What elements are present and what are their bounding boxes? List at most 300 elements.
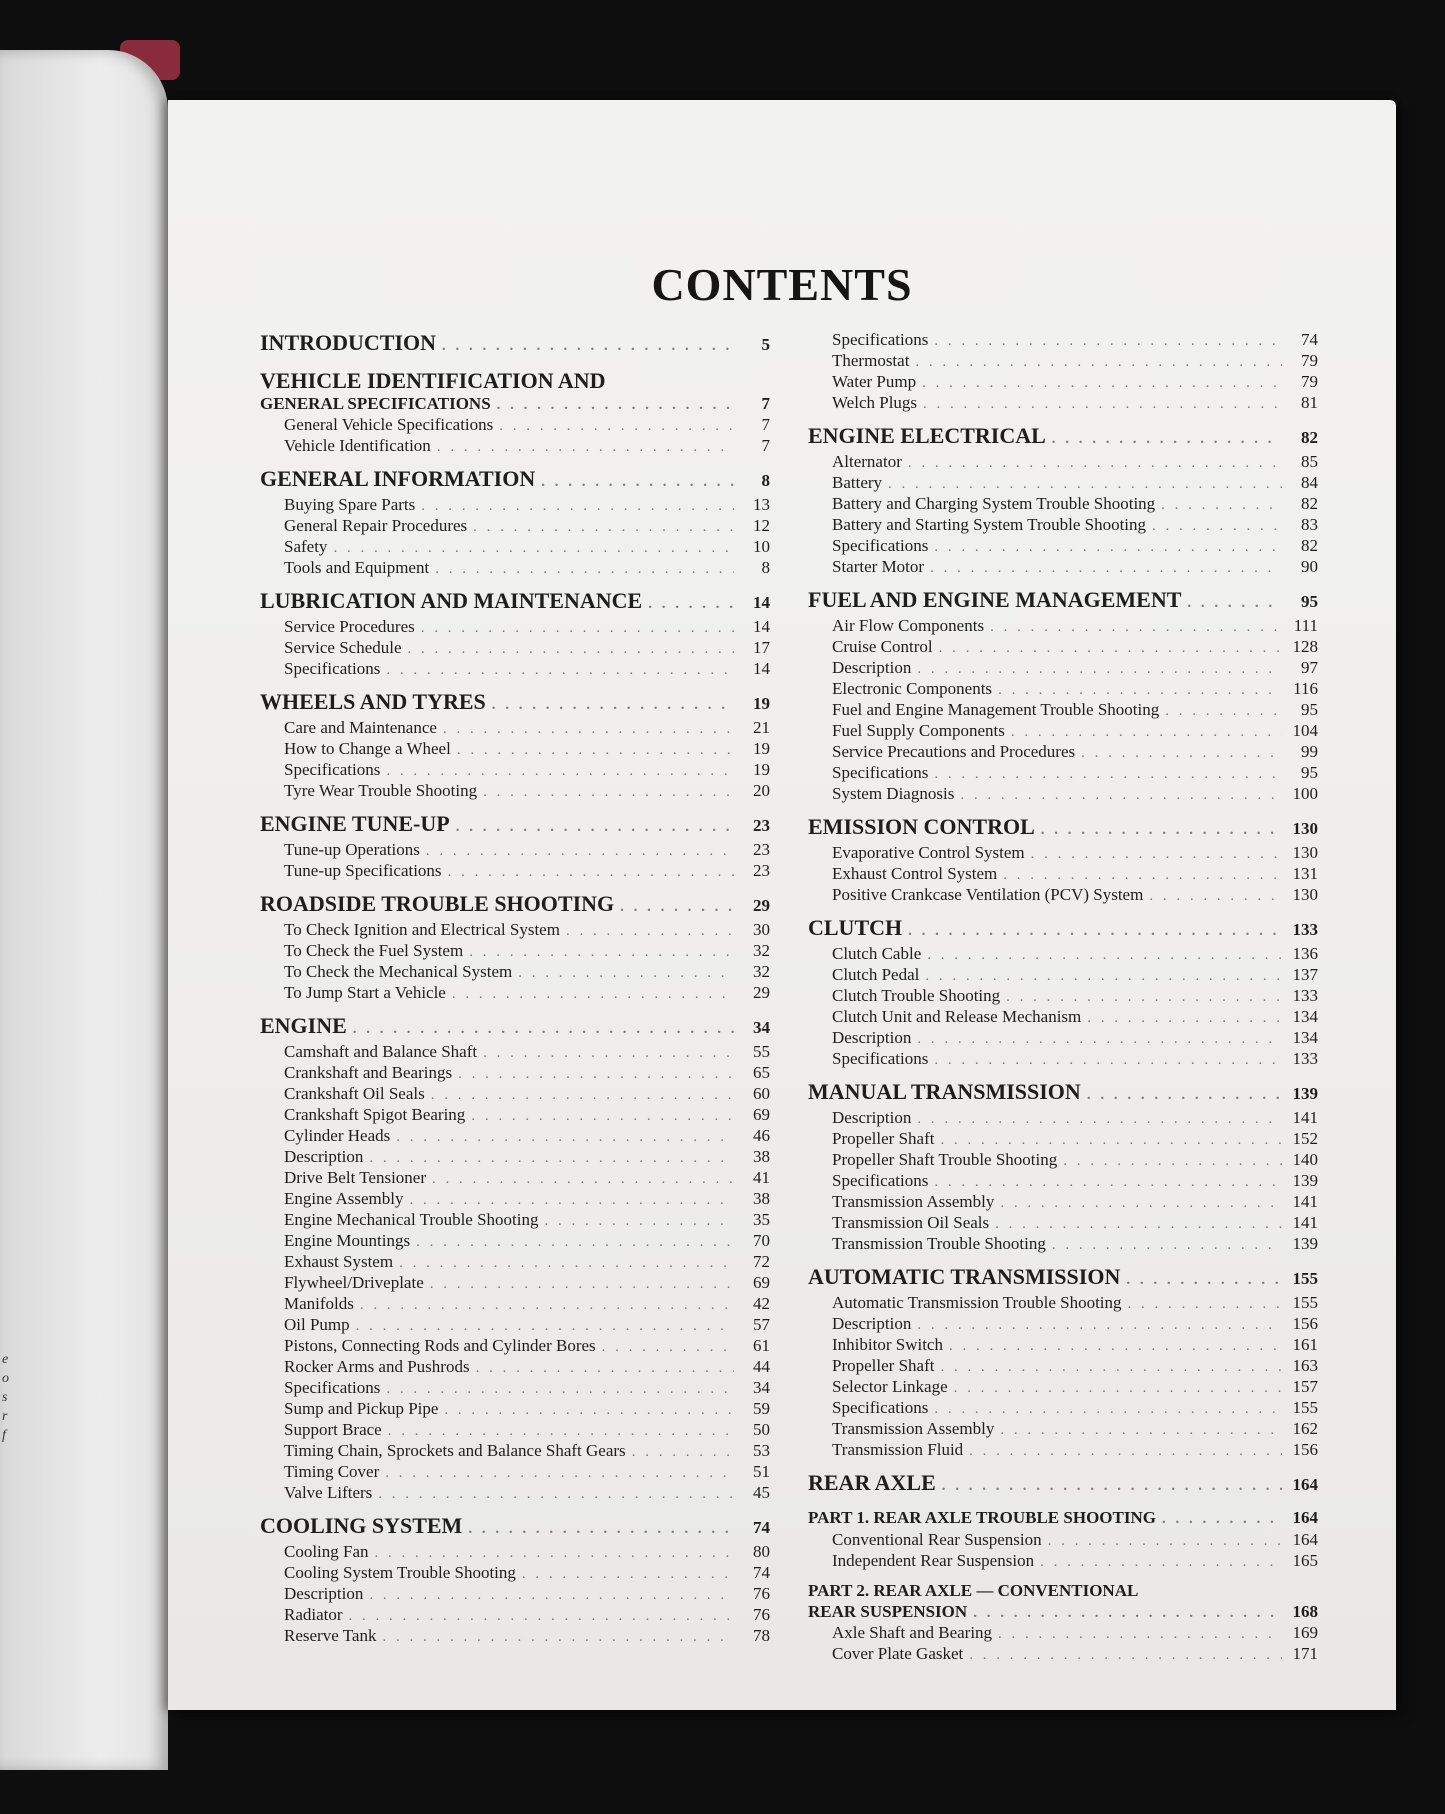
toc-entry-label: Safety: [284, 537, 328, 556]
dot-leader: [969, 1441, 1282, 1461]
dot-leader: [1063, 1151, 1282, 1171]
toc-section-heading: [260, 811, 770, 840]
toc-entry: [808, 986, 1318, 1007]
toc-page-number: 136: [1292, 944, 1318, 963]
toc-entry: [808, 1551, 1318, 1572]
toc-entry: [260, 962, 770, 983]
toc-section-heading: [260, 1513, 770, 1542]
dot-leader: [483, 1043, 734, 1063]
toc-entry: [260, 1168, 770, 1189]
dot-leader: [1087, 1082, 1282, 1108]
toc-page-number: 130: [1292, 819, 1318, 838]
toc-page-number: 65: [753, 1063, 770, 1082]
toc-entry: [260, 1273, 770, 1294]
toc-page-number: 163: [1292, 1356, 1318, 1375]
toc-page-number: 70: [753, 1231, 770, 1250]
toc-entry-label: Engine Mountings: [284, 1231, 411, 1250]
dot-leader: [888, 474, 1282, 494]
toc-page-number: 7: [761, 394, 770, 413]
toc-section-heading: [808, 915, 1318, 944]
toc-page-number: 12: [753, 516, 770, 535]
toc-page-number: 20: [753, 781, 770, 800]
dot-leader: [973, 1603, 1282, 1623]
dot-leader: [452, 984, 734, 1004]
toc-entry-label: Propeller Shaft: [832, 1129, 935, 1148]
toc-entry-label: Propeller Shaft: [832, 1356, 935, 1375]
toc-entry: [808, 885, 1318, 906]
toc-entry: [808, 1028, 1318, 1049]
dot-leader: [917, 1029, 1282, 1049]
dot-leader: [382, 1627, 734, 1647]
toc-page-number: 133: [1292, 920, 1318, 939]
toc-entry-label: GENERAL SPECIFICATIONS: [260, 394, 491, 413]
dot-leader: [409, 1190, 734, 1210]
toc-section-heading: [808, 423, 1318, 452]
toc-section-heading: [260, 1013, 770, 1042]
toc-entry-label: System Diagnosis: [832, 784, 955, 803]
toc-entry: [808, 372, 1318, 393]
dot-leader: [1126, 1267, 1282, 1293]
toc-entry-label: Engine Mechanical Trouble Shooting: [284, 1210, 539, 1229]
toc-entry-label: Conventional Rear Suspension: [832, 1530, 1042, 1549]
toc-entry: [808, 1314, 1318, 1335]
toc-entry: [808, 1623, 1318, 1644]
toc-entry-label: REAR SUSPENSION: [808, 1602, 968, 1621]
dot-leader: [1048, 1531, 1282, 1551]
toc-entry: [808, 1007, 1318, 1028]
toc-page-number: 29: [753, 896, 770, 915]
toc-entry-label: Rocker Arms and Pushrods: [284, 1357, 470, 1376]
book-cover-edge: [120, 40, 180, 80]
toc-page-number: 8: [761, 471, 770, 490]
toc-entry-label: INTRODUCTION: [260, 330, 437, 355]
dot-leader: [497, 395, 734, 415]
toc-entry-label: Fuel and Engine Management Trouble Shooting: [832, 700, 1160, 719]
toc-entry-label: FUEL AND ENGINE MANAGEMENT: [808, 587, 1182, 612]
toc-page-number: 137: [1292, 965, 1318, 984]
toc-entry-label: Manifolds: [284, 1294, 354, 1313]
toc-entry-label: Cylinder Heads: [284, 1126, 391, 1145]
dot-leader: [940, 1130, 1282, 1150]
toc-entry-label: Welch Plugs: [832, 393, 918, 412]
toc-entry: [808, 721, 1318, 742]
toc-entry: [260, 1420, 770, 1441]
toc-page-number: 7: [761, 415, 770, 434]
toc-page-number: 46: [753, 1126, 770, 1145]
toc-entry: [260, 1210, 770, 1231]
toc-page-number: 42: [753, 1294, 770, 1313]
dot-leader: [940, 1357, 1282, 1377]
toc-page-number: 95: [1301, 763, 1318, 782]
toc-entry-label: Specifications: [284, 659, 381, 678]
dot-leader: [1052, 426, 1282, 452]
dot-leader: [430, 1274, 734, 1294]
toc-entry-label: Cooling Fan: [284, 1542, 369, 1561]
toc-page-number: 169: [1292, 1623, 1318, 1642]
dot-leader: [969, 1645, 1282, 1665]
toc-page-number: 152: [1292, 1129, 1318, 1148]
dot-leader: [386, 1379, 734, 1399]
toc-entry-label: Tyre Wear Trouble Shooting: [284, 781, 478, 800]
toc-entry: [260, 941, 770, 962]
toc-entry-label: Service Schedule: [284, 638, 402, 657]
dot-leader: [915, 352, 1282, 372]
toc-page-number: 130: [1292, 843, 1318, 862]
toc-entry-label: Transmission Assembly: [832, 1419, 995, 1438]
dot-leader: [518, 963, 734, 983]
toc-page-number: 79: [1301, 351, 1318, 370]
toc-section-heading: [808, 1079, 1318, 1108]
toc-entry-label: To Check Ignition and Electrical System: [284, 920, 560, 939]
toc-entry-label: Oil Pump: [284, 1315, 350, 1334]
toc-entry: [260, 1126, 770, 1147]
toc-entry: [808, 1377, 1318, 1398]
toc-entry-label: GENERAL INFORMATION: [260, 466, 536, 491]
dot-leader: [917, 1315, 1282, 1335]
toc-entry: [808, 1293, 1318, 1314]
toc-page-number: 81: [1301, 393, 1318, 412]
toc-entry: [808, 1530, 1318, 1551]
toc-entry-label: Axle Shaft and Bearing: [832, 1623, 993, 1642]
toc-section-heading: [260, 330, 770, 359]
toc-entry: [260, 558, 770, 579]
dot-leader: [1087, 1008, 1282, 1028]
toc-entry-label: Specifications: [832, 1398, 929, 1417]
dot-leader: [421, 496, 734, 516]
toc-page-number: 45: [753, 1483, 770, 1502]
toc-entry: [808, 1419, 1318, 1440]
toc-entry-label: Specifications: [832, 536, 929, 555]
dot-leader: [492, 692, 734, 718]
toc-entry: [808, 1129, 1318, 1150]
toc-entry: [808, 658, 1318, 679]
toc-page-number: 90: [1301, 557, 1318, 576]
toc-page-number: 164: [1292, 1475, 1318, 1494]
toc-page-number: 34: [753, 1378, 770, 1397]
toc-page-number: 72: [753, 1252, 770, 1271]
page-title: CONTENTS: [651, 259, 913, 310]
toc-section-heading: [808, 1264, 1318, 1293]
dot-leader: [386, 761, 734, 781]
toc-entry-label: ENGINE ELECTRICAL: [808, 423, 1046, 448]
toc-entry-label: Engine Assembly: [284, 1189, 404, 1208]
toc-page-number: 44: [753, 1357, 770, 1376]
toc-entry: [808, 1398, 1318, 1419]
toc-entry: [260, 983, 770, 1004]
toc-entry: [808, 1234, 1318, 1255]
toc-page-number: 74: [1301, 330, 1318, 349]
toc-section-heading: [808, 1602, 1318, 1623]
toc-page-number: 97: [1301, 658, 1318, 677]
dot-leader: [426, 841, 734, 861]
toc-entry: [808, 452, 1318, 473]
toc-entry: [808, 637, 1318, 658]
toc-entry: [260, 1605, 770, 1626]
dot-leader: [443, 719, 734, 739]
toc-entry: [808, 473, 1318, 494]
toc-page-number: 23: [753, 861, 770, 880]
toc-section-heading: [808, 1507, 1318, 1530]
toc-page-number: 30: [753, 920, 770, 939]
toc-entry: [260, 1147, 770, 1168]
dot-leader: [917, 1109, 1282, 1129]
toc-page-number: 19: [753, 760, 770, 779]
toc-entry-label: Timing Cover: [284, 1462, 380, 1481]
dot-leader: [1165, 701, 1282, 721]
toc-entry: [808, 515, 1318, 536]
contents-column-left: [260, 330, 770, 1647]
toc-entry: [808, 330, 1318, 351]
dot-leader: [469, 942, 734, 962]
toc-page-number: 82: [1301, 428, 1318, 447]
toc-entry: [260, 659, 770, 680]
toc-page-number: 14: [753, 659, 770, 678]
toc-entry-label: EMISSION CONTROL: [808, 814, 1035, 839]
toc-entry-label: Exhaust Control System: [832, 864, 998, 883]
dot-leader: [922, 373, 1282, 393]
toc-entry: [260, 1189, 770, 1210]
dot-leader: [386, 660, 734, 680]
toc-entry-label: Tools and Equipment: [284, 558, 430, 577]
toc-entry: [808, 1150, 1318, 1171]
toc-entry: [260, 415, 770, 436]
toc-page-number: 23: [753, 816, 770, 835]
toc-entry: [808, 1192, 1318, 1213]
toc-page-number: 164: [1292, 1508, 1318, 1527]
toc-page-number: 82: [1301, 536, 1318, 555]
toc-section-heading: [260, 368, 770, 394]
dot-leader: [990, 617, 1282, 637]
dot-leader: [934, 331, 1282, 351]
toc-entry-label: LUBRICATION AND MAINTENANCE: [260, 588, 643, 613]
dot-leader: [473, 517, 734, 537]
toc-entry-label: Service Procedures: [284, 617, 415, 636]
toc-entry-label: Specifications: [832, 1171, 929, 1190]
toc-page-number: 69: [753, 1105, 770, 1124]
toc-page-number: 100: [1292, 784, 1318, 803]
toc-entry-label: PART 1. REAR AXLE TROUBLE SHOOTING: [808, 1508, 1156, 1527]
toc-page-number: 38: [753, 1189, 770, 1208]
toc-entry-label: Service Precautions and Procedures: [832, 742, 1076, 761]
dot-leader: [1128, 1294, 1282, 1314]
toc-page-number: 19: [753, 694, 770, 713]
toc-page-number: 14: [753, 593, 770, 612]
dot-leader: [1187, 590, 1282, 616]
toc-entry-label: Timing Chain, Sprockets and Balance Shaft Gears: [284, 1441, 626, 1460]
toc-entry: [260, 1441, 770, 1462]
toc-entry: [260, 1462, 770, 1483]
toc-entry-label: General Vehicle Specifications: [284, 415, 494, 434]
toc-entry-label: Buying Spare Parts: [284, 495, 416, 514]
toc-page-number: 155: [1292, 1398, 1318, 1417]
toc-entry: [260, 760, 770, 781]
toc-entry-label: Specifications: [832, 763, 929, 782]
toc-entry-label: Cooling System Trouble Shooting: [284, 1563, 516, 1582]
toc-entry-label: Positive Crankcase Ventilation (PCV) System: [832, 885, 1144, 904]
toc-page-number: 95: [1301, 700, 1318, 719]
toc-entry-label: AUTOMATIC TRANSMISSION: [808, 1264, 1121, 1289]
dot-leader: [998, 1624, 1282, 1644]
toc-entry: [808, 393, 1318, 414]
toc-entry-label: Crankshaft and Bearings: [284, 1063, 453, 1082]
dot-leader: [483, 782, 734, 802]
dot-leader: [476, 1358, 734, 1378]
dot-leader: [545, 1211, 734, 1231]
dot-leader: [349, 1606, 734, 1626]
toc-entry-label: How to Change a Wheel: [284, 739, 451, 758]
toc-page-number: 74: [753, 1518, 770, 1537]
toc-entry: [260, 1584, 770, 1605]
toc-page-number: 83: [1301, 515, 1318, 534]
toc-entry: [808, 965, 1318, 986]
toc-entry: [808, 944, 1318, 965]
toc-page-number: 133: [1292, 1049, 1318, 1068]
toc-page-number: 51: [753, 1462, 770, 1481]
toc-page-number: 104: [1292, 721, 1318, 740]
toc-entry: [808, 763, 1318, 784]
toc-section-heading: [808, 814, 1318, 843]
toc-entry-label: Air Flow Components: [832, 616, 985, 635]
toc-page-number: 85: [1301, 452, 1318, 471]
toc-entry: [808, 616, 1318, 637]
toc-page-number: 76: [753, 1605, 770, 1624]
toc-entry-label: Sump and Pickup Pipe: [284, 1399, 439, 1418]
toc-entry: [260, 1483, 770, 1504]
dot-leader: [960, 785, 1282, 805]
toc-entry: [260, 617, 770, 638]
dot-leader: [934, 764, 1282, 784]
toc-entry-label: Automatic Transmission Trouble Shooting: [832, 1293, 1122, 1312]
toc-entry-label: Thermostat: [832, 351, 910, 370]
toc-entry-label: Description: [832, 1028, 912, 1047]
toc-entry-label: Transmission Assembly: [832, 1192, 995, 1211]
toc-entry-label: Evaporative Control System: [832, 843, 1025, 862]
dot-leader: [934, 537, 1282, 557]
toc-entry: [808, 557, 1318, 578]
toc-entry-label: Propeller Shaft Trouble Shooting: [832, 1150, 1058, 1169]
toc-entry-label: Tune-up Specifications: [284, 861, 442, 880]
toc-entry: [260, 1315, 770, 1336]
dot-leader: [399, 1253, 734, 1273]
dot-leader: [375, 1543, 734, 1563]
toc-entry-label: Vehicle Identification: [284, 436, 431, 455]
dot-leader: [456, 814, 734, 840]
dot-leader: [908, 918, 1282, 944]
toc-entry: [808, 536, 1318, 557]
toc-entry: [808, 679, 1318, 700]
toc-entry-label: Pistons, Connecting Rods and Cylinder Bores: [284, 1336, 596, 1355]
toc-page-number: 32: [753, 941, 770, 960]
dot-leader: [457, 740, 734, 760]
dot-leader: [444, 1400, 734, 1420]
toc-section-heading: [808, 1580, 1318, 1602]
toc-entry: [808, 1171, 1318, 1192]
toc-entry-label: Alternator: [832, 452, 902, 471]
toc-page-number: 19: [753, 739, 770, 758]
dot-leader: [942, 1473, 1282, 1499]
toc-entry: [260, 1542, 770, 1563]
toc-page-number: 74: [753, 1563, 770, 1582]
dot-leader: [369, 1148, 734, 1168]
toc-entry: [260, 516, 770, 537]
dot-leader: [431, 1085, 734, 1105]
toc-entry: [808, 700, 1318, 721]
toc-section-heading: [260, 466, 770, 495]
toc-entry-label: Description: [832, 1108, 912, 1127]
dot-leader: [930, 558, 1282, 578]
toc-entry-label: Care and Maintenance: [284, 718, 437, 737]
toc-entry-label: Specifications: [832, 1049, 929, 1068]
dot-leader: [934, 1050, 1282, 1070]
dot-leader: [499, 416, 734, 436]
toc-entry-label: MANUAL TRANSMISSION: [808, 1079, 1081, 1104]
dot-leader: [1152, 516, 1282, 536]
dot-leader: [1081, 743, 1282, 763]
toc-entry: [808, 742, 1318, 763]
toc-page-number: 53: [753, 1441, 770, 1460]
toc-entry: [808, 1213, 1318, 1234]
toc-entry: [260, 1231, 770, 1252]
toc-page-number: 23: [753, 840, 770, 859]
toc-entry-label: Clutch Trouble Shooting: [832, 986, 1001, 1005]
dot-leader: [632, 1442, 734, 1462]
dot-leader: [378, 1484, 734, 1504]
toc-entry: [260, 739, 770, 760]
toc-entry: [808, 864, 1318, 885]
toc-entry: [260, 495, 770, 516]
dot-leader: [369, 1585, 734, 1605]
toc-section-heading: [260, 394, 770, 415]
toc-entry: [260, 1336, 770, 1357]
dot-leader: [437, 437, 734, 457]
dot-leader: [388, 1421, 734, 1441]
toc-entry-label: PART 2. REAR AXLE — CONVENTIONAL: [808, 1581, 1139, 1600]
toc-section-heading: [808, 1470, 1318, 1499]
dot-leader: [360, 1295, 734, 1315]
toc-entry-label: Cruise Control: [832, 637, 933, 656]
dot-leader: [949, 1336, 1282, 1356]
toc-entry-label: Independent Rear Suspension: [832, 1551, 1035, 1570]
dot-leader: [541, 469, 734, 495]
toc-page-number: 8: [761, 558, 770, 577]
toc-page-number: 95: [1301, 592, 1318, 611]
toc-entry-label: Support Brace: [284, 1420, 382, 1439]
toc-entry: [260, 1084, 770, 1105]
dot-leader: [385, 1463, 734, 1483]
toc-entry: [260, 718, 770, 739]
toc-entry: [808, 1356, 1318, 1377]
dot-leader: [356, 1316, 734, 1336]
dot-leader: [468, 1516, 734, 1542]
toc-entry: [260, 1105, 770, 1126]
dot-leader: [471, 1106, 734, 1126]
toc-page-number: 141: [1292, 1108, 1318, 1127]
dot-leader: [353, 1016, 734, 1042]
toc-page-number: 139: [1292, 1171, 1318, 1190]
toc-entry: [260, 861, 770, 882]
toc-section-heading: [260, 689, 770, 718]
toc-entry: [808, 1049, 1318, 1070]
facing-page: [0, 50, 168, 1770]
toc-entry-label: ROADSIDE TROUBLE SHOOTING: [260, 891, 615, 916]
dot-leader: [1052, 1235, 1282, 1255]
toc-page-number: 59: [753, 1399, 770, 1418]
toc-entry-label: Clutch Pedal: [832, 965, 920, 984]
toc-entry-label: Battery and Charging System Trouble Shooting: [832, 494, 1156, 513]
dot-leader: [522, 1564, 734, 1584]
dot-leader: [442, 333, 734, 359]
toc-entry-label: COOLING SYSTEM: [260, 1513, 463, 1538]
